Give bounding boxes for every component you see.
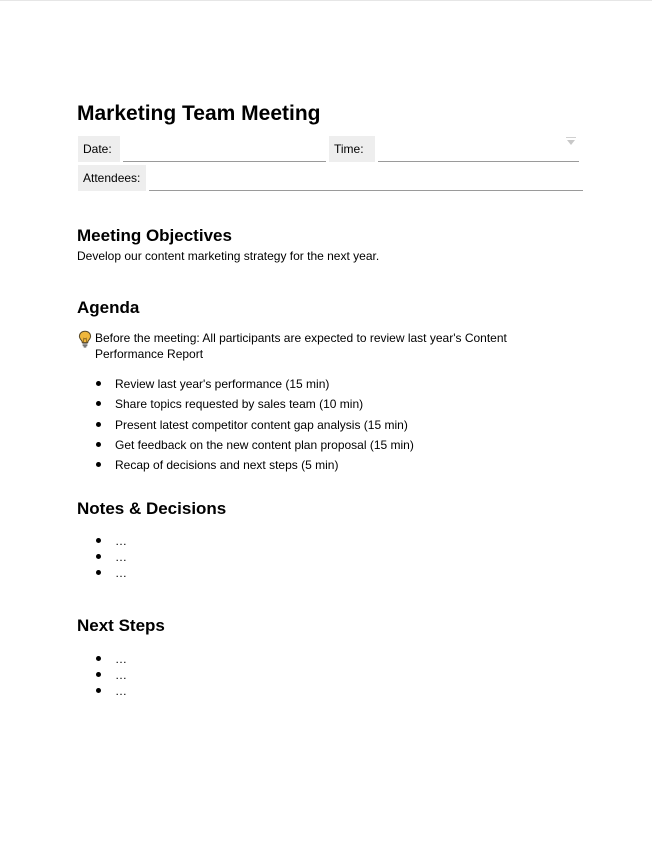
list-item[interactable] bbox=[77, 533, 127, 549]
list-item[interactable] bbox=[77, 549, 127, 565]
list-item[interactable] bbox=[77, 565, 127, 581]
list-item-text: Present latest competitor content gap analysis (15 min) bbox=[115, 417, 408, 432]
list-item[interactable] bbox=[77, 683, 127, 699]
time-field[interactable] bbox=[378, 136, 579, 162]
bullet-icon bbox=[96, 442, 101, 447]
bullet-icon bbox=[96, 422, 101, 427]
list-item-text: Get feedback on the new content plan proposal (15 min) bbox=[115, 437, 414, 452]
top-divider bbox=[0, 0, 652, 1]
list-item-text: Share topics requested by sales team (10 min) bbox=[115, 397, 364, 412]
agenda-tip-text: Before the meeting: All participants are expected to review last year's Content Performance Report bbox=[95, 331, 507, 361]
agenda-tip[interactable] bbox=[77, 330, 537, 362]
attendees-row bbox=[78, 165, 583, 191]
bullet-icon bbox=[96, 570, 101, 575]
agenda-heading[interactable]: Agenda bbox=[77, 298, 140, 317]
lightbulb-icon bbox=[77, 330, 93, 348]
objectives-text[interactable]: Develop our content marketing strategy for the next year. bbox=[77, 249, 380, 263]
attendees-label: Attendees: bbox=[78, 165, 146, 191]
time-label: Time: bbox=[329, 136, 375, 162]
date-field[interactable] bbox=[123, 136, 326, 162]
next-steps-list bbox=[77, 651, 127, 699]
list-item[interactable] bbox=[77, 394, 414, 414]
list-item-text: … bbox=[115, 566, 127, 580]
date-label: Date: bbox=[78, 136, 120, 162]
objectives-heading[interactable]: Meeting Objectives bbox=[77, 226, 232, 245]
bullet-icon bbox=[96, 462, 101, 467]
list-item[interactable] bbox=[77, 415, 414, 435]
bullet-icon bbox=[96, 656, 101, 661]
list-item[interactable] bbox=[77, 667, 127, 683]
bullet-icon bbox=[96, 554, 101, 559]
notes-list bbox=[77, 533, 127, 581]
notes-heading[interactable]: Notes & Decisions bbox=[77, 499, 227, 518]
date-time-row bbox=[78, 136, 579, 162]
agenda-list bbox=[77, 374, 414, 475]
list-item-text: … bbox=[115, 550, 127, 564]
document-title[interactable]: Marketing Team Meeting bbox=[77, 102, 321, 125]
list-item-text: … bbox=[115, 652, 127, 666]
list-item-text: Review last year's performance (15 min) bbox=[115, 377, 330, 391]
list-item-text: … bbox=[115, 534, 127, 548]
bullet-icon bbox=[96, 688, 101, 693]
list-item[interactable] bbox=[77, 435, 414, 455]
next-steps-heading[interactable]: Next Steps bbox=[77, 616, 165, 635]
list-item[interactable] bbox=[77, 651, 127, 667]
list-item-text: … bbox=[115, 668, 127, 682]
list-item-text: Recap of decisions and next steps (5 min) bbox=[115, 458, 339, 473]
list-item[interactable] bbox=[77, 455, 414, 475]
list-item-text: … bbox=[115, 684, 127, 698]
bullet-icon bbox=[96, 401, 101, 406]
dropdown-arrow-icon[interactable] bbox=[567, 140, 575, 145]
bullet-icon bbox=[96, 672, 101, 677]
bullet-icon bbox=[96, 538, 101, 543]
bullet-icon bbox=[96, 381, 101, 386]
attendees-field[interactable] bbox=[149, 165, 583, 191]
list-item[interactable] bbox=[77, 374, 414, 394]
